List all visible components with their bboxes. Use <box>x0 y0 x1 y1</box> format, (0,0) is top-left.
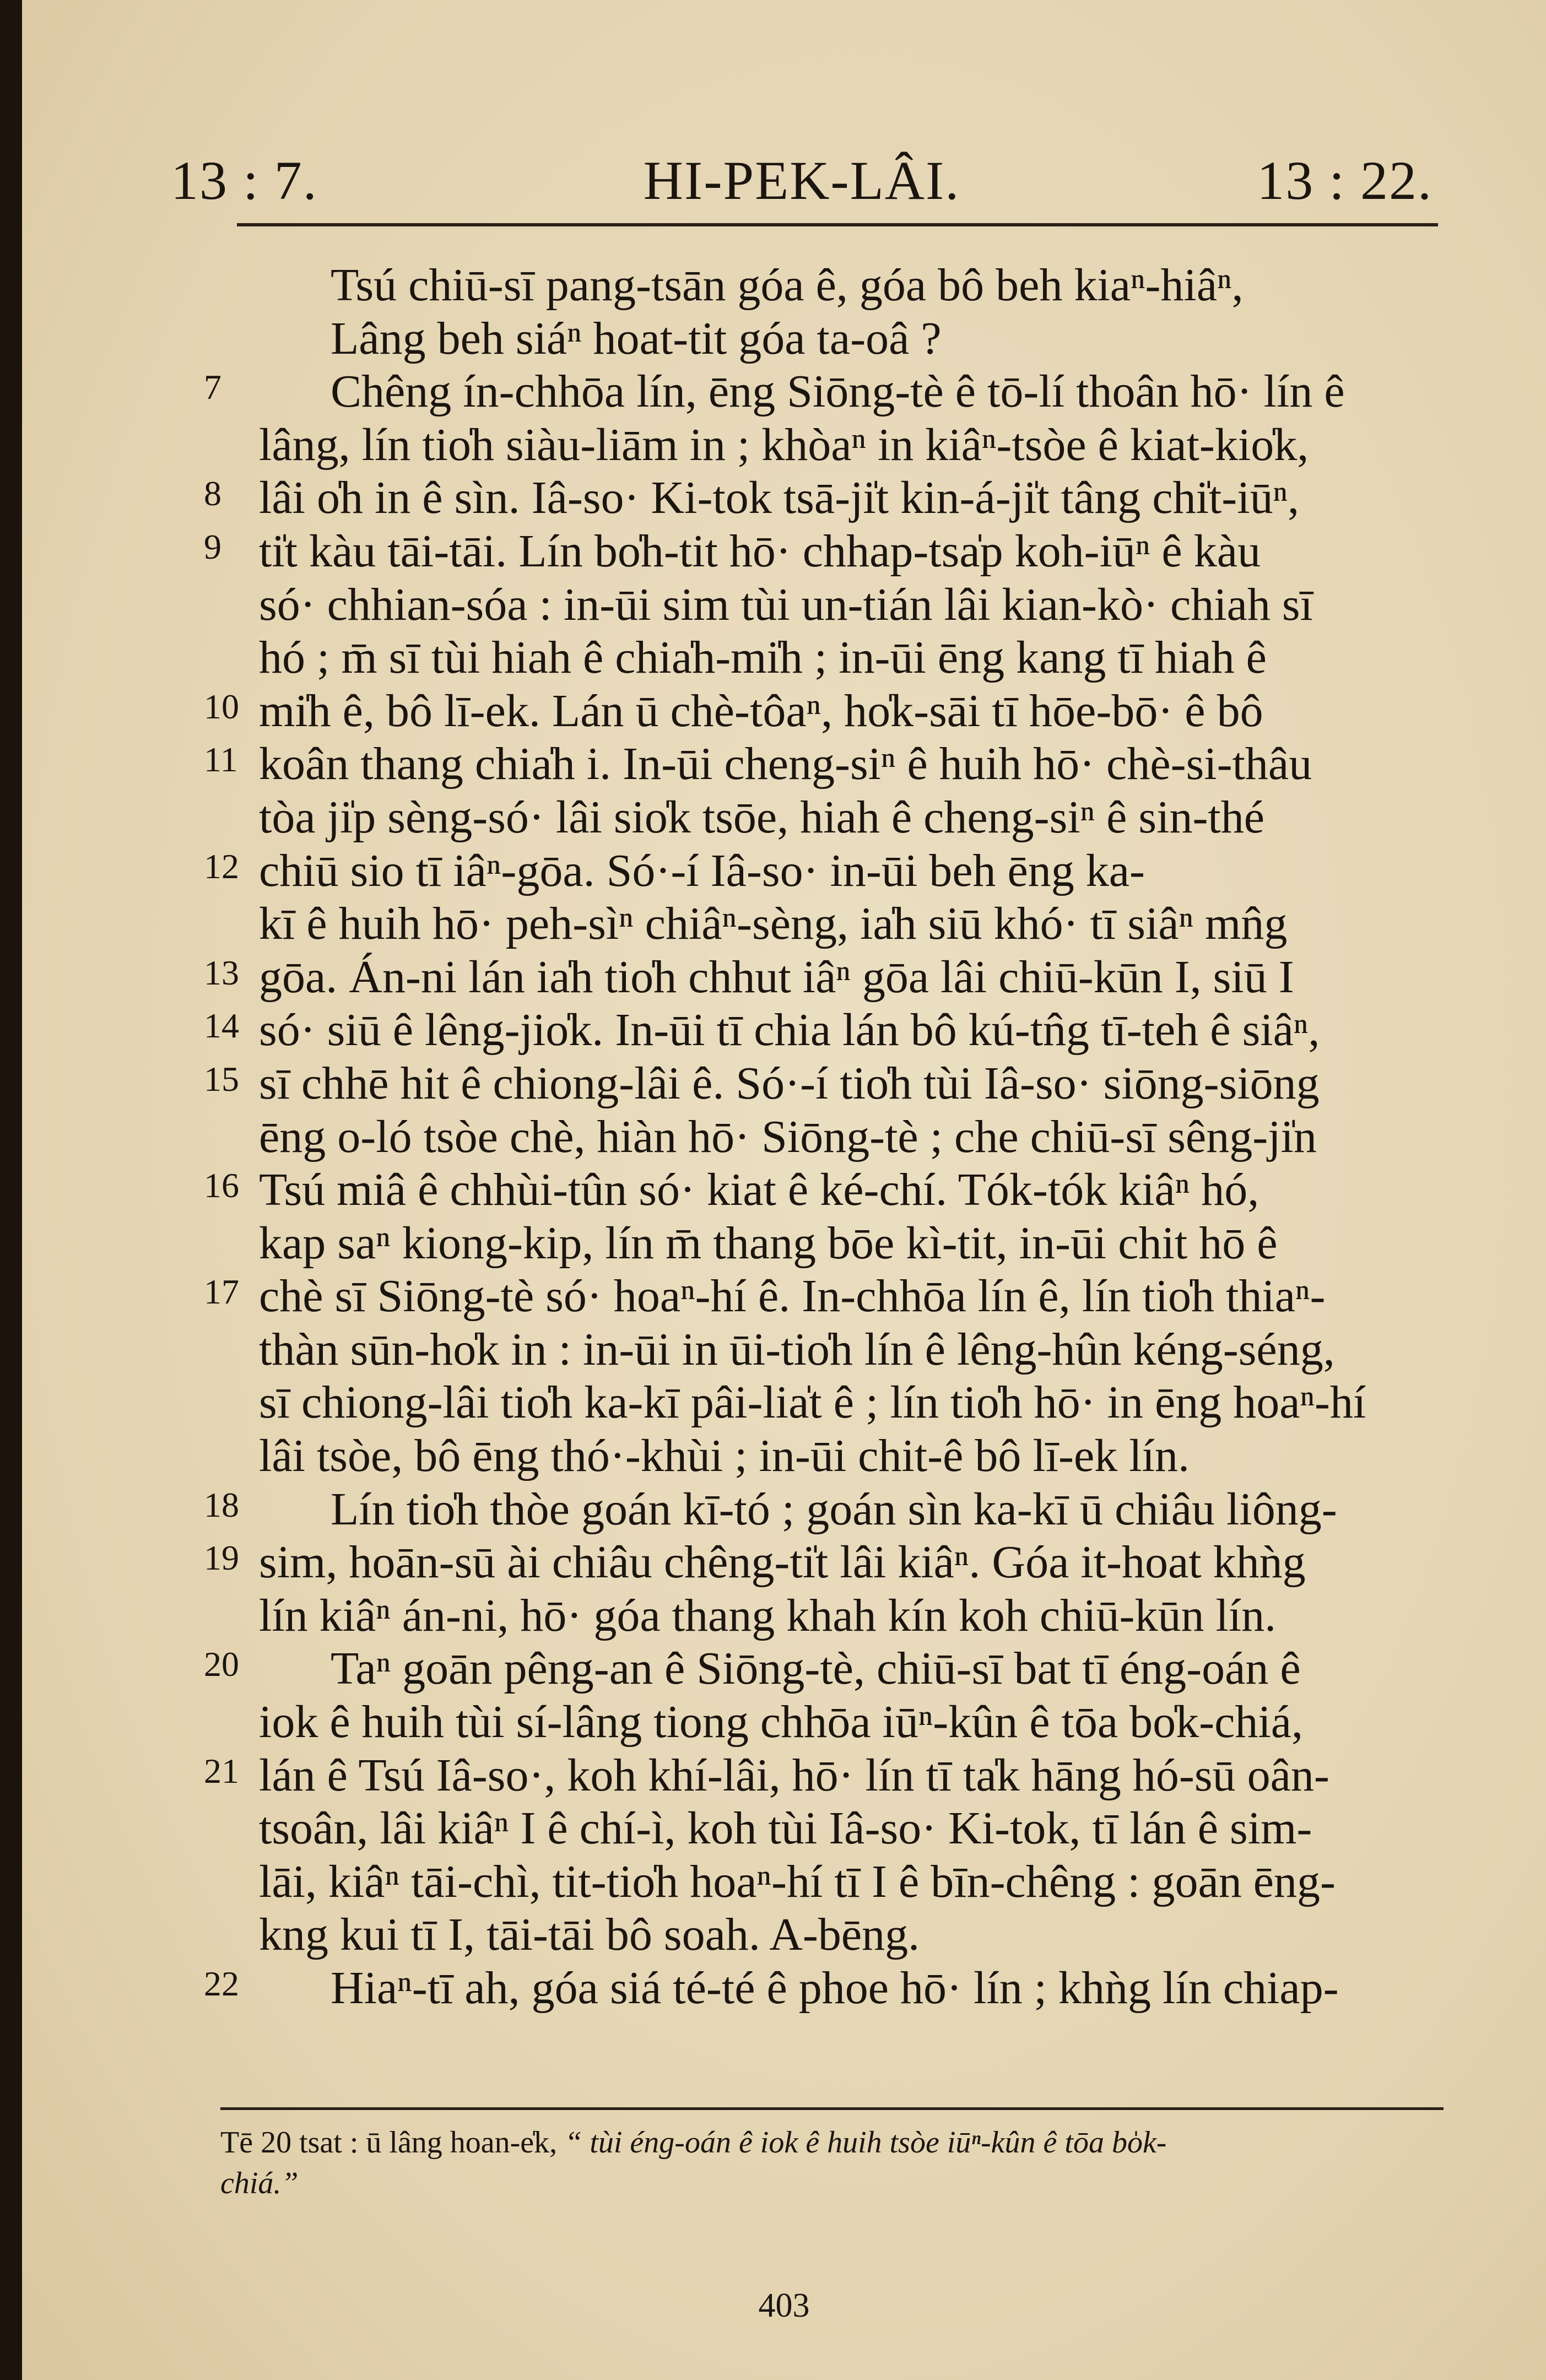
footnote-line-2 <box>220 2163 1444 2204</box>
line-text: lâi o̍h in ê sìn. Iâ-so· Ki-tok tsā-ji̍t kin-á-ji̍t tâng chi̍t-iūⁿ, <box>259 472 1300 524</box>
running-header <box>171 138 1433 220</box>
line-text: lán ê Tsú Iâ-so·, koh khí-lâi, hō· lín tī ta̍k hāng hó-sū oân- <box>259 1749 1329 1801</box>
header-rule <box>237 223 1438 226</box>
verse-number: 19 <box>204 1538 239 1578</box>
text-line <box>22 1749 1546 1803</box>
text-line <box>22 897 1546 951</box>
text-line <box>22 1430 1546 1483</box>
text-line <box>22 365 1546 419</box>
line-text: sī chiong-lâi tio̍h ka-kī pâi-lia̍t ê ; lín tio̍h hō· in ēng hoaⁿ-hí <box>259 1377 1366 1429</box>
line-text: só· chhian-sóa : in-ūi sim tùi un-tián lâi kian-kò· chiah sī <box>259 578 1313 630</box>
text-line <box>22 1642 1546 1696</box>
text-line <box>22 1962 1546 2015</box>
footnote-quote: “ tùi éng-oán ê iok ê huih tsòe iūⁿ-kûn ê tōa bo̍k- <box>565 2125 1167 2160</box>
text-line <box>22 738 1546 791</box>
footnote-line-1 <box>220 2122 1444 2163</box>
line-text: iok ê huih tùi sí-lâng tiong chhōa iūⁿ-kûn ê tōa bo̍k-chiá, <box>259 1696 1304 1748</box>
line-text: Tsú chiū-sī pang-tsān góa ê, góa bô beh kiaⁿ-hiâⁿ, <box>331 259 1244 311</box>
text-line <box>22 845 1546 898</box>
line-text: thàn sūn-ho̍k in : in-ūi in ūi-tio̍h lín ê lêng-hûn kéng-séng, <box>259 1323 1335 1375</box>
footnote <box>220 2107 1444 2204</box>
line-text: lâi tsòe, bô ēng thó·-khùi ; in-ūi chit-ê bô lī-ek lín. <box>259 1430 1190 1482</box>
verse-number: 8 <box>204 474 221 513</box>
line-text: Lâng beh siáⁿ hoat-tit góa ta-oâ ? <box>331 312 942 364</box>
line-text: lâng, lín tio̍h siàu-liām in ; khòaⁿ in kiâⁿ-tsòe ê kiat-kio̍k, <box>259 419 1309 470</box>
line-text: ti̍t kàu tāi-tāi. Lín bo̍h-tit hō· chhap-tsa̍p koh-iūⁿ ê kàu <box>259 525 1261 577</box>
line-text: mi̍h ê, bô lī-ek. Lán ū chè-tôaⁿ, ho̍k-sāi tī hōe-bō· ê bô <box>259 685 1263 737</box>
header-book-title: HI-PEK-LÂI. <box>643 150 960 211</box>
text-line <box>22 631 1546 685</box>
text-line <box>22 1057 1546 1111</box>
line-text: ēng o-ló tsòe chè, hiàn hō· Siōng-tè ; che chiū-sī sêng-ji̍n <box>259 1111 1317 1162</box>
text-line <box>22 1696 1546 1749</box>
text-line <box>22 685 1546 738</box>
header-chapter-end: 13 : 22. <box>1257 150 1433 211</box>
line-text: Hiaⁿ-tī ah, góa siá té-té ê phoe hō· lín ; khǹg lín chiap- <box>331 1962 1339 2014</box>
text-line <box>22 472 1546 525</box>
line-text: Tsú miâ ê chhùi-tûn só· kiat ê ké-chí. Tók-tók kiâⁿ hó, <box>259 1164 1259 1216</box>
verse-number: 12 <box>204 846 239 886</box>
header-chapter-start: 13 : 7. <box>171 150 318 211</box>
line-text: Chêng ín-chhōa lín, ēng Siōng-tè ê tō-lí thoân hō· lín ê <box>331 366 1345 418</box>
text-line <box>22 791 1546 845</box>
text-line <box>22 1111 1546 1164</box>
verse-number: 11 <box>204 740 238 780</box>
text-line <box>22 1217 1546 1270</box>
line-text: Taⁿ goān pêng-an ê Siōng-tè, chiū-sī bat tī éng-oán ê <box>331 1643 1301 1695</box>
verse-number: 18 <box>204 1485 239 1524</box>
text-line <box>22 578 1546 632</box>
text-line <box>22 1376 1546 1430</box>
page-number: 403 <box>758 2287 810 2324</box>
text-line <box>22 1270 1546 1323</box>
footnote-text: Tē 20 tsat : ū lâng hoan-e̍k, <box>220 2125 565 2160</box>
footnote-rule <box>220 2107 1444 2110</box>
verse-number: 15 <box>204 1059 239 1099</box>
text-line <box>22 259 1546 312</box>
verse-number: 17 <box>204 1272 239 1312</box>
text-line <box>22 525 1546 578</box>
text-line <box>22 1483 1546 1537</box>
text-line <box>22 1004 1546 1057</box>
text-line <box>22 1536 1546 1589</box>
book-page <box>22 0 1546 2380</box>
text-line <box>22 1802 1546 1856</box>
line-text: kng kui tī I, tāi-tāi bô soah. A-bēng. <box>259 1909 920 1961</box>
line-text: lín kiâⁿ án-ni, hō· góa thang khah kín koh chiū-kūn lín. <box>259 1589 1277 1641</box>
line-text: sī chhē hit ê chiong-lâi ê. Só·-í tio̍h tùi Iâ-so· siōng-siōng <box>259 1057 1320 1109</box>
line-text: tòa ji̍p sèng-só· lâi sio̍k tsōe, hiah ê cheng-siⁿ ê sin-thé <box>259 791 1265 843</box>
verse-number: 22 <box>204 1964 239 2003</box>
text-line <box>22 312 1546 366</box>
text-line <box>22 1589 1546 1643</box>
line-text: Lín tio̍h thòe goán kī-tó ; goán sìn ka-kī ū chiâu liông- <box>331 1483 1337 1535</box>
text-line <box>22 1856 1546 1909</box>
line-text: kī ê huih hō· peh-sìⁿ chiâⁿ-sèng, ia̍h siū khó· tī siâⁿ mn̂g <box>259 898 1288 950</box>
verse-number: 13 <box>204 953 239 992</box>
text-line <box>22 1908 1546 1962</box>
text-line <box>22 951 1546 1004</box>
verse-number: 9 <box>204 527 221 566</box>
line-text: tsoân, lâi kiâⁿ I ê chí-ì, koh tùi Iâ-so· Ki-tok, tī lán ê sim- <box>259 1803 1312 1854</box>
line-text: kap saⁿ kiong-kip, lín m̄ thang bōe kì-tit, in-ūi chit hō ê <box>259 1217 1278 1269</box>
line-text: gōa. Án-ni lán ia̍h tio̍h chhut iâⁿ gōa lâi chiū-kūn I, siū I <box>259 951 1294 1003</box>
verse-number: 10 <box>204 686 239 726</box>
verse-number: 20 <box>204 1645 239 1684</box>
line-text: chè sī Siōng-tè só· hoaⁿ-hí ê. In-chhōa lín ê, lín tio̍h thiaⁿ- <box>259 1270 1326 1322</box>
text-line <box>22 419 1546 472</box>
line-text: só· siū ê lêng-jio̍k. In-ūi tī chia lán bô kú-tn̂g tī-teh ê siâⁿ, <box>259 1004 1320 1056</box>
line-text: hó ; m̄ sī tùi hiah ê chia̍h-mi̍h ; in-ūi ēng kang tī hiah ê <box>259 632 1267 684</box>
text-line <box>22 1323 1546 1377</box>
line-text: koân thang chia̍h i. In-ūi cheng-siⁿ ê huih hō· chè-si-thâu <box>259 738 1312 790</box>
text-line <box>22 1164 1546 1217</box>
verse-number: 14 <box>204 1006 239 1046</box>
line-text: sim, hoān-sū ài chiâu chêng-ti̍t lâi kiâⁿ. Góa it-hoat khǹg <box>259 1537 1306 1588</box>
line-text: chiū sio tī iâⁿ-gōa. Só·-í Iâ-so· in-ūi beh ēng ka- <box>259 845 1145 896</box>
verse-number: 7 <box>204 367 221 407</box>
verse-number: 16 <box>204 1166 239 1205</box>
footnote-quote-end: chiá.” <box>220 2166 299 2200</box>
page-body <box>22 259 1546 2015</box>
line-text: lāi, kiâⁿ tāi-chì, tit-tio̍h hoaⁿ-hí tī I ê bīn-chêng : goān ēng- <box>259 1856 1336 1907</box>
verse-number: 21 <box>204 1751 239 1791</box>
